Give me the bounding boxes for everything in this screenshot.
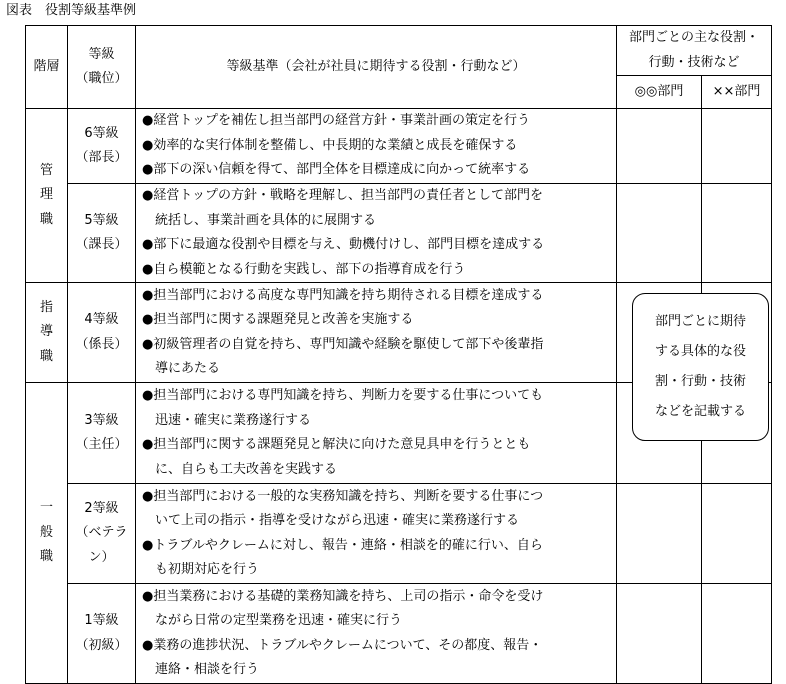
tier-char: 指 (39, 299, 53, 315)
dept2-cell (702, 484, 772, 584)
header-dept-roles-line1: 部門ごとの主な役割・ (628, 30, 759, 45)
grade-rank (68, 484, 136, 584)
criteria-line: いて上司の指示・指導を受けながら迅速・確実に業務遂行する (142, 513, 520, 528)
grade-rank-line: 5等級 (84, 212, 119, 228)
criteria-line: ●担当部門における高度な専門知識を持ち期待される目標を達成する (142, 287, 544, 303)
grade-rank-line: 2等級 (84, 500, 119, 516)
grade-rank-line: （主任） (75, 437, 128, 452)
grade-criteria (136, 584, 617, 684)
header-grade (68, 26, 136, 109)
tier-char: 管 (39, 162, 53, 178)
tier-general (26, 383, 68, 684)
grade-rank-line: 1等級 (84, 613, 119, 628)
criteria-line: ●自ら模範となる行動を実践し、部下の指導育成を行う (142, 261, 466, 277)
grade-criteria (136, 109, 617, 184)
callout-line: する具体的な役 (654, 344, 746, 359)
grade-rank (68, 584, 136, 684)
tier-char: 職 (39, 211, 53, 227)
criteria-line: も初期対応を行う (142, 562, 260, 577)
callout-line: 部門ごとに期待 (654, 314, 746, 329)
header-grade-line2: （職位） (75, 71, 128, 86)
dept-roles-callout (632, 293, 769, 441)
grade-criteria (136, 184, 617, 283)
grade-rank-line: 3等級 (84, 412, 119, 428)
tier-management (26, 109, 68, 283)
criteria-line: ●担当部門に関する課題発見と改善を実施する (142, 312, 414, 327)
grade-rank (68, 109, 136, 184)
dept2-cell (702, 109, 772, 184)
criteria-line: ながら日常の定型業務を迅速・確実に行う (142, 613, 403, 628)
criteria-line: ●初級管理者の自覚を持ち、専門知識や経験を駆使して部下や後輩指 (142, 336, 544, 352)
criteria-line: ●担当部門における専門知識を持ち、判断力を要する仕事についても (142, 388, 544, 403)
grade-rank-line: （初級） (75, 637, 128, 653)
tier-supervisory (26, 283, 68, 383)
grade-rank-line: 6等級 (84, 125, 119, 141)
criteria-line: ●担当業務における基礎的業務知識を持ち、上司の指示・命令を受け (142, 588, 544, 604)
header-grade-line1: 等級 (88, 46, 115, 62)
header-dept-roles-line2: 行動・技術など (648, 54, 740, 70)
criteria-line: 連絡・相談を行う (142, 662, 260, 677)
dept1-cell (617, 584, 702, 684)
grade-rank-line: （係長） (75, 336, 128, 352)
criteria-line: ●効率的な実行体制を整備し、中長期的な業績と成長を確保する (142, 137, 518, 153)
header-tier: 階層 (26, 26, 68, 109)
dept2-cell (702, 184, 772, 283)
criteria-line: ●業務の進捗状況、トラブルやクレームについて、その都度、報告・ (142, 637, 543, 653)
criteria-line: に、自らも工夫改善を実践する (142, 461, 338, 477)
criteria-line: ●経営トップの方針・戦略を理解し、担当部門の責任者として部門を (142, 188, 543, 203)
criteria-line: 統括し、事業計画を具体的に展開する (142, 212, 377, 228)
figure-caption: 図表 役割等級基準例 (6, 3, 137, 18)
dept1-cell (617, 484, 702, 584)
grade-criteria (136, 283, 617, 383)
tier-char: 職 (39, 549, 53, 565)
grade-criteria (136, 383, 617, 484)
criteria-line: ●トラブルやクレームに対し、報告・連絡・相談を的確に行い、自ら (142, 537, 543, 553)
criteria-line: ●経営トップを補佐し担当部門の経営方針・事業計画の策定を行う (142, 113, 530, 129)
tier-char: 職 (39, 348, 53, 364)
tier-char: 般 (39, 524, 53, 540)
grade-rank-line: （課長） (75, 237, 128, 252)
grade-rank-line: ン） (88, 549, 115, 565)
criteria-line: 迅速・確実に業務遂行する (142, 412, 312, 428)
grade-criteria (136, 484, 617, 584)
grade-rank (68, 283, 136, 383)
criteria-line: 導にあたる (142, 361, 221, 376)
callout-line: 割・行動・技術 (654, 374, 746, 389)
grade-rank-line: 4等級 (84, 312, 119, 327)
dept2-cell (702, 584, 772, 684)
dept1-cell (617, 109, 702, 184)
grade-rank-line: （部長） (75, 150, 128, 165)
header-criteria: 等級基準（会社が社員に期待する役割・行動など） (136, 26, 617, 109)
tier-char: 一 (39, 500, 53, 516)
header-dept1: ◎◎部門 (617, 76, 702, 109)
criteria-line: ●担当部門に関する課題発見と解決に向けた意見具申を行うととも (142, 437, 531, 452)
header-dept2: ××部門 (702, 76, 772, 109)
grade-rank-line: （ベテラ (75, 525, 128, 541)
criteria-line: ●部下の深い信頼を得て、部門全体を目標達成に向かって統率する (142, 162, 531, 178)
dept1-cell (617, 184, 702, 283)
grade-rank (68, 383, 136, 484)
callout-line: などを記載する (654, 404, 746, 419)
tier-char: 理 (39, 187, 53, 203)
tier-char: 導 (39, 324, 53, 340)
criteria-line: ●担当部門における一般的な実務知識を持ち、判断を要する仕事につ (142, 488, 544, 504)
grade-rank (68, 184, 136, 283)
header-dept-roles (617, 26, 772, 76)
criteria-line: ●部下に最適な役割や目標を与え、動機付けし、部門目標を達成する (142, 237, 545, 252)
